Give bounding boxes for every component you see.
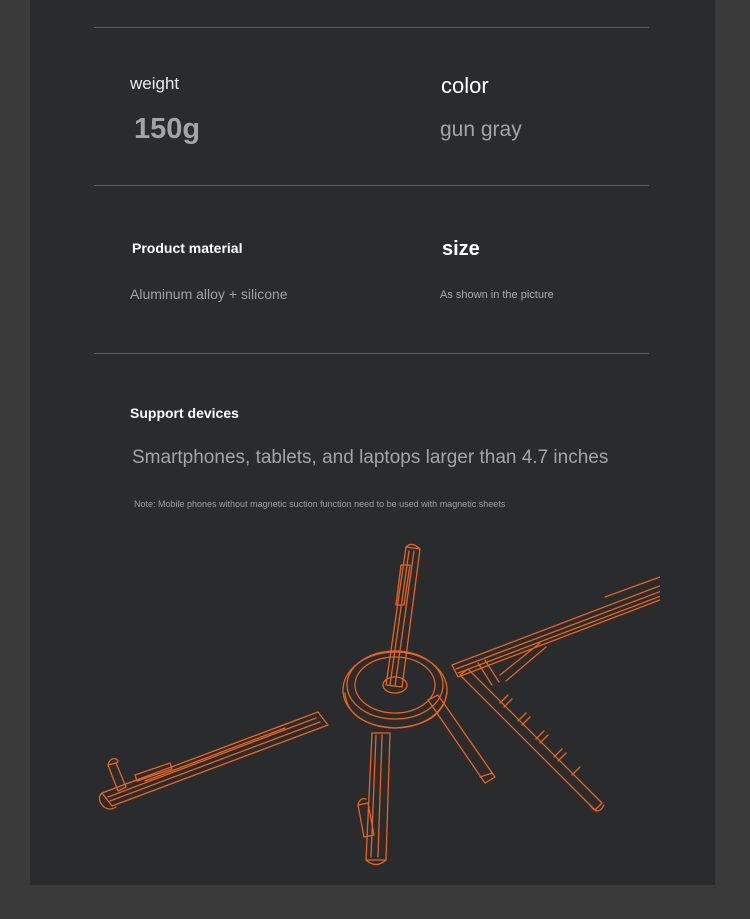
lower-arm [358, 733, 390, 865]
material-value: Aluminum alloy + silicone [130, 286, 288, 302]
weight-label: weight [130, 74, 180, 93]
color-value: gun gray [440, 118, 522, 141]
divider-bottom [94, 353, 649, 354]
weight-value: 150g [134, 113, 201, 145]
divider-top [94, 27, 649, 28]
upper-arm [386, 544, 420, 687]
devices-label: Support devices [130, 405, 239, 421]
size-value: As shown in the picture [440, 289, 554, 301]
left-arm [99, 712, 328, 809]
support-legs [428, 643, 604, 811]
foldable-stand-illustration [90, 535, 660, 875]
devices-note: Note: Mobile phones without magnetic suction function need to be used with magnetic sheets [134, 499, 506, 509]
magnetic-disc [343, 651, 447, 728]
devices-value: Smartphones, tablets, and laptops larger than 4.7 inches [132, 447, 609, 468]
material-label: Product material [132, 240, 243, 256]
left-foot-peg [108, 763, 126, 791]
size-label: size [442, 238, 480, 260]
color-label: color [441, 73, 489, 98]
divider-middle [94, 185, 649, 186]
right-arm [452, 577, 660, 685]
spec-panel [30, 0, 715, 885]
